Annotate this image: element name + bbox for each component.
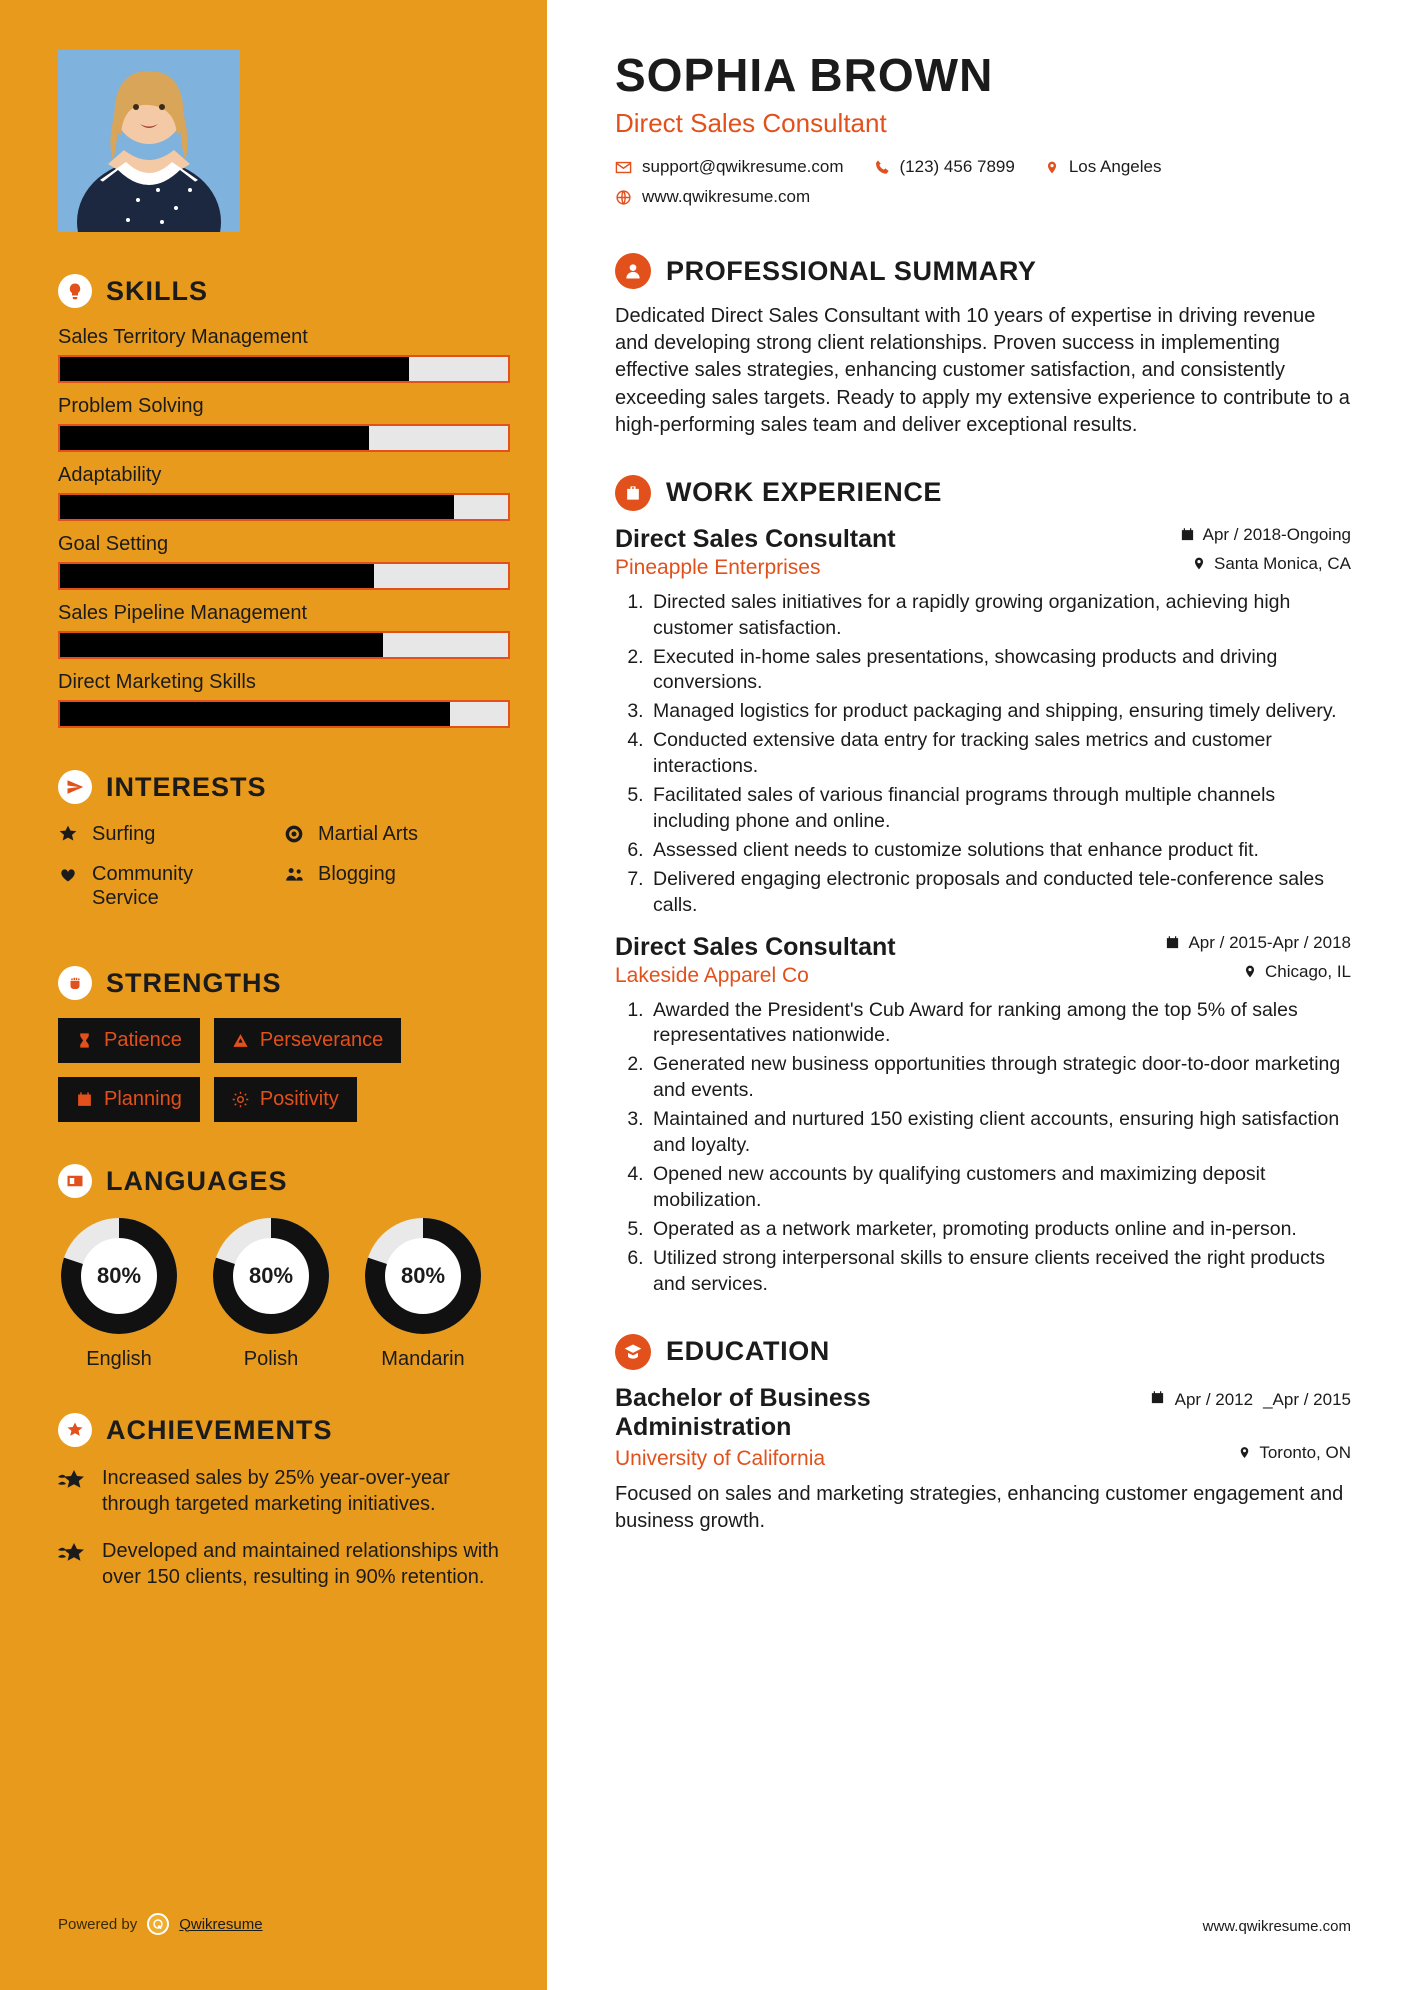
education-degree: Bachelor of Business Administration <box>615 1383 871 1442</box>
powered-by-label: Powered by <box>58 1915 138 1933</box>
work-company: Pineapple Enterprises <box>615 555 821 579</box>
star-icon <box>58 822 80 848</box>
work-job-title: Direct Sales Consultant <box>615 932 896 961</box>
strengths-header <box>58 966 510 1000</box>
calendar-icon <box>76 1091 93 1108</box>
language-name: Polish <box>243 1348 299 1370</box>
interest-label: Blogging <box>318 863 396 885</box>
interest-label: Surfing <box>92 823 156 845</box>
language-donut-chart <box>363 1216 483 1336</box>
skill-progress-bar <box>58 355 510 383</box>
education-dates <box>1150 1384 1351 1410</box>
education-header <box>615 1334 1351 1370</box>
work-bullet: 7. Delivered engaging electronic proposals and conducted tele-conference sales calls. <box>649 867 1351 919</box>
hourglass-icon <box>76 1032 93 1049</box>
star-badge-icon <box>58 1413 92 1447</box>
language-item <box>58 1216 180 1371</box>
work-bullet: 6. Utilized strong interpersonal skills to ensure clients received the right products and services. <box>649 1246 1351 1298</box>
contact-text: (123) 456 7899 <box>899 157 1015 176</box>
hand-heart-icon <box>58 862 80 888</box>
language-percent: 80% <box>248 1263 294 1288</box>
skill-label: Goal Setting <box>58 533 169 555</box>
achievements-header <box>58 1413 510 1447</box>
skill-progress-fill <box>60 633 383 657</box>
skill-progress-fill <box>60 357 409 381</box>
skill-item <box>58 671 510 728</box>
envelope-icon <box>615 159 632 176</box>
summary-text: Dedicated Direct Sales Consultant with 10 years of expertise in driving revenue and developing strong client relationships. Proven success in implementing effective sales strategies, enhancing customer satisfaction, and consistently exceeding sales targets. Ready to apply my extensive experience to contribute to a high-performing sales team and deliver exceptional results. <box>615 305 1350 436</box>
contact-item[interactable] <box>874 157 1015 177</box>
contact-row <box>615 157 1351 217</box>
qwikresume-logo-icon <box>147 1913 169 1935</box>
candidate-name: SOPHIA BROWN <box>615 49 994 101</box>
achievement-star-icon <box>58 1538 88 1591</box>
calendar-icon <box>1150 1390 1165 1405</box>
skill-progress-bar <box>58 700 510 728</box>
strength-label: Perseverance <box>259 1029 384 1051</box>
interest-label: Community Service <box>92 863 194 909</box>
calendar-icon <box>1165 935 1180 950</box>
achievement-item <box>58 1465 510 1518</box>
skills-header <box>58 274 510 308</box>
main-column <box>557 0 1407 1990</box>
education-description: Focused on sales and marketing strategies, enhancing customer engagement and business growth. <box>615 1482 1344 1532</box>
skills-title: SKILLS <box>106 275 209 306</box>
education-location: Toronto, ON <box>1259 1442 1351 1462</box>
languages-header <box>58 1164 510 1198</box>
qwikresume-link[interactable]: Qwikresume <box>179 1915 263 1933</box>
id-card-icon <box>58 1164 92 1198</box>
work-dates-row <box>1165 933 1351 959</box>
education-entry <box>615 1384 1351 1535</box>
contact-item[interactable] <box>615 157 844 177</box>
phone-icon <box>874 159 890 175</box>
interests-section <box>58 770 510 924</box>
achievement-star-icon <box>58 1465 88 1518</box>
education-end-date: _Apr / 2015 <box>1263 1389 1351 1409</box>
skill-progress-fill <box>60 495 454 519</box>
fist-icon <box>58 966 92 1000</box>
work-dates: Apr / 2018-Ongoing <box>1202 524 1351 544</box>
achievement-text: Developed and maintained relationships with over 150 clients, resulting in 90% retention. <box>102 1539 499 1589</box>
skill-progress-bar <box>58 562 510 590</box>
location-pin-icon <box>1243 963 1257 980</box>
work-company: Lakeside Apparel Co <box>615 963 809 987</box>
achievement-text: Increased sales by 25% year-over-year through targeted marketing initiatives. <box>102 1467 450 1516</box>
contact-text: Los Angeles <box>1068 157 1162 176</box>
interests-header <box>58 770 510 804</box>
strength-chip <box>58 1077 200 1122</box>
language-name: English <box>86 1348 152 1370</box>
powered-by <box>58 1913 263 1935</box>
skills-section <box>58 274 510 728</box>
education-location-row <box>1238 1443 1351 1469</box>
language-item <box>210 1216 332 1371</box>
languages-section <box>58 1164 510 1371</box>
work-bullet: 2. Generated new business opportunities through strategic door-to-door marketing and events. <box>649 1052 1351 1104</box>
contact-item[interactable] <box>1045 157 1162 177</box>
strength-chip <box>58 1018 200 1063</box>
language-item <box>362 1216 484 1371</box>
skill-item <box>58 395 510 452</box>
sidebar-right-divider <box>547 0 557 1990</box>
location-pin-icon <box>1238 1445 1251 1460</box>
work-dates: Apr / 2015-Apr / 2018 <box>1188 932 1351 952</box>
strength-chip <box>214 1077 357 1122</box>
work-bullet: 4. Conducted extensive data entry for tracking sales metrics and customer interactions. <box>649 728 1351 780</box>
skill-progress-fill <box>60 564 374 588</box>
language-percent: 80% <box>400 1263 446 1288</box>
contact-item[interactable] <box>615 187 1321 207</box>
candidate-role: Direct Sales Consultant <box>615 108 887 138</box>
interest-item <box>284 862 510 910</box>
work-location: Santa Monica, CA <box>1213 553 1351 573</box>
mountain-icon <box>232 1032 249 1049</box>
work-header <box>615 475 1351 511</box>
work-bullet: 1. Awarded the President's Cub Award for ranking among the top 5% of sales representatives nationwide. <box>649 998 1351 1050</box>
skill-item <box>58 464 510 521</box>
summary-title: PROFESSIONAL SUMMARY <box>666 255 1037 286</box>
lightbulb-icon <box>58 274 92 308</box>
work-entry <box>615 933 1351 1298</box>
education-school: University of California <box>615 1446 826 1470</box>
skill-progress-bar <box>58 424 510 452</box>
skill-item <box>58 326 510 383</box>
work-location-row <box>1192 554 1351 580</box>
work-bullet: 3. Managed logistics for product packaging and shipping, ensuring timely delivery. <box>649 699 1351 725</box>
strengths-title: STRENGTHS <box>106 967 282 998</box>
work-bullet: 5. Facilitated sales of various financial programs through multiple channels including phone and online. <box>649 783 1351 835</box>
work-bullets <box>649 998 1351 1298</box>
work-bullet: 6. Assessed client needs to customize solutions that enhance product fit. <box>649 838 1351 864</box>
work-title: WORK EXPERIENCE <box>666 477 943 508</box>
contact-text: www.qwikresume.com <box>642 187 811 206</box>
work-bullet: 5. Operated as a network marketer, promoting products online and in-person. <box>649 1217 1351 1243</box>
location-pin-icon <box>1045 159 1059 176</box>
skill-label: Adaptability <box>58 464 162 486</box>
interest-item <box>58 822 284 848</box>
contact-text: support@qwikresume.com <box>642 157 844 176</box>
work-bullet: 2. Executed in-home sales presentations, showcasing products and driving conversions. <box>649 645 1351 697</box>
strength-label: Patience <box>104 1029 182 1051</box>
interest-item <box>284 822 510 848</box>
achievements-title: ACHIEVEMENTS <box>106 1414 333 1445</box>
briefcase-icon <box>615 475 651 511</box>
languages-title: LANGUAGES <box>106 1165 288 1196</box>
avatar <box>58 50 240 232</box>
education-start-date: Apr / 2012 <box>1174 1389 1254 1409</box>
language-name: Mandarin <box>381 1348 465 1370</box>
skill-label: Sales Territory Management <box>58 326 308 348</box>
globe-icon <box>615 189 632 206</box>
work-bullets <box>649 590 1351 919</box>
location-pin-icon <box>1192 555 1206 572</box>
summary-header <box>615 253 1351 289</box>
strength-chip <box>214 1018 401 1063</box>
skill-progress-fill <box>60 702 450 726</box>
skill-item <box>58 602 510 659</box>
achievements-section <box>58 1413 510 1591</box>
footer-website: www.qwikresume.com <box>1202 1918 1351 1935</box>
strength-label: Positivity <box>259 1088 339 1110</box>
martial-arts-icon <box>284 822 306 848</box>
interests-title: INTERESTS <box>106 771 267 802</box>
blogging-icon <box>284 862 306 888</box>
language-donut-chart <box>59 1216 179 1336</box>
interest-item <box>58 862 284 910</box>
strength-label: Planning <box>104 1088 182 1110</box>
sidebar <box>0 0 557 1990</box>
paper-plane-icon <box>58 770 92 804</box>
work-job-title: Direct Sales Consultant <box>615 524 896 553</box>
achievement-item <box>58 1538 510 1591</box>
skill-progress-bar <box>58 493 510 521</box>
education-title: EDUCATION <box>666 1336 830 1367</box>
skill-progress-bar <box>58 631 510 659</box>
work-bullet: 3. Maintained and nurtured 150 existing client accounts, ensuring high satisfaction and loyalty. <box>649 1107 1351 1159</box>
skill-item <box>58 533 510 590</box>
language-donut-chart <box>211 1216 331 1336</box>
work-dates-row <box>1180 525 1351 551</box>
graduation-cap-icon <box>615 1334 651 1370</box>
work-bullet: 4. Opened new accounts by qualifying customers and maximizing deposit mobilization. <box>649 1162 1351 1214</box>
skill-label: Direct Marketing Skills <box>58 671 256 693</box>
skill-progress-fill <box>60 426 369 450</box>
work-bullet: 1. Directed sales initiatives for a rapidly growing organization, achieving high customer satisfaction. <box>649 590 1351 642</box>
user-icon <box>615 253 651 289</box>
sun-icon <box>232 1091 249 1108</box>
skill-label: Sales Pipeline Management <box>58 602 308 624</box>
language-percent: 80% <box>96 1263 142 1288</box>
skill-label: Problem Solving <box>58 395 204 417</box>
calendar-icon <box>1180 527 1195 542</box>
strengths-section <box>58 966 510 1122</box>
work-entry <box>615 525 1351 919</box>
work-location: Chicago, IL <box>1265 961 1351 981</box>
work-location-row <box>1243 962 1351 988</box>
interest-label: Martial Arts <box>318 823 419 845</box>
